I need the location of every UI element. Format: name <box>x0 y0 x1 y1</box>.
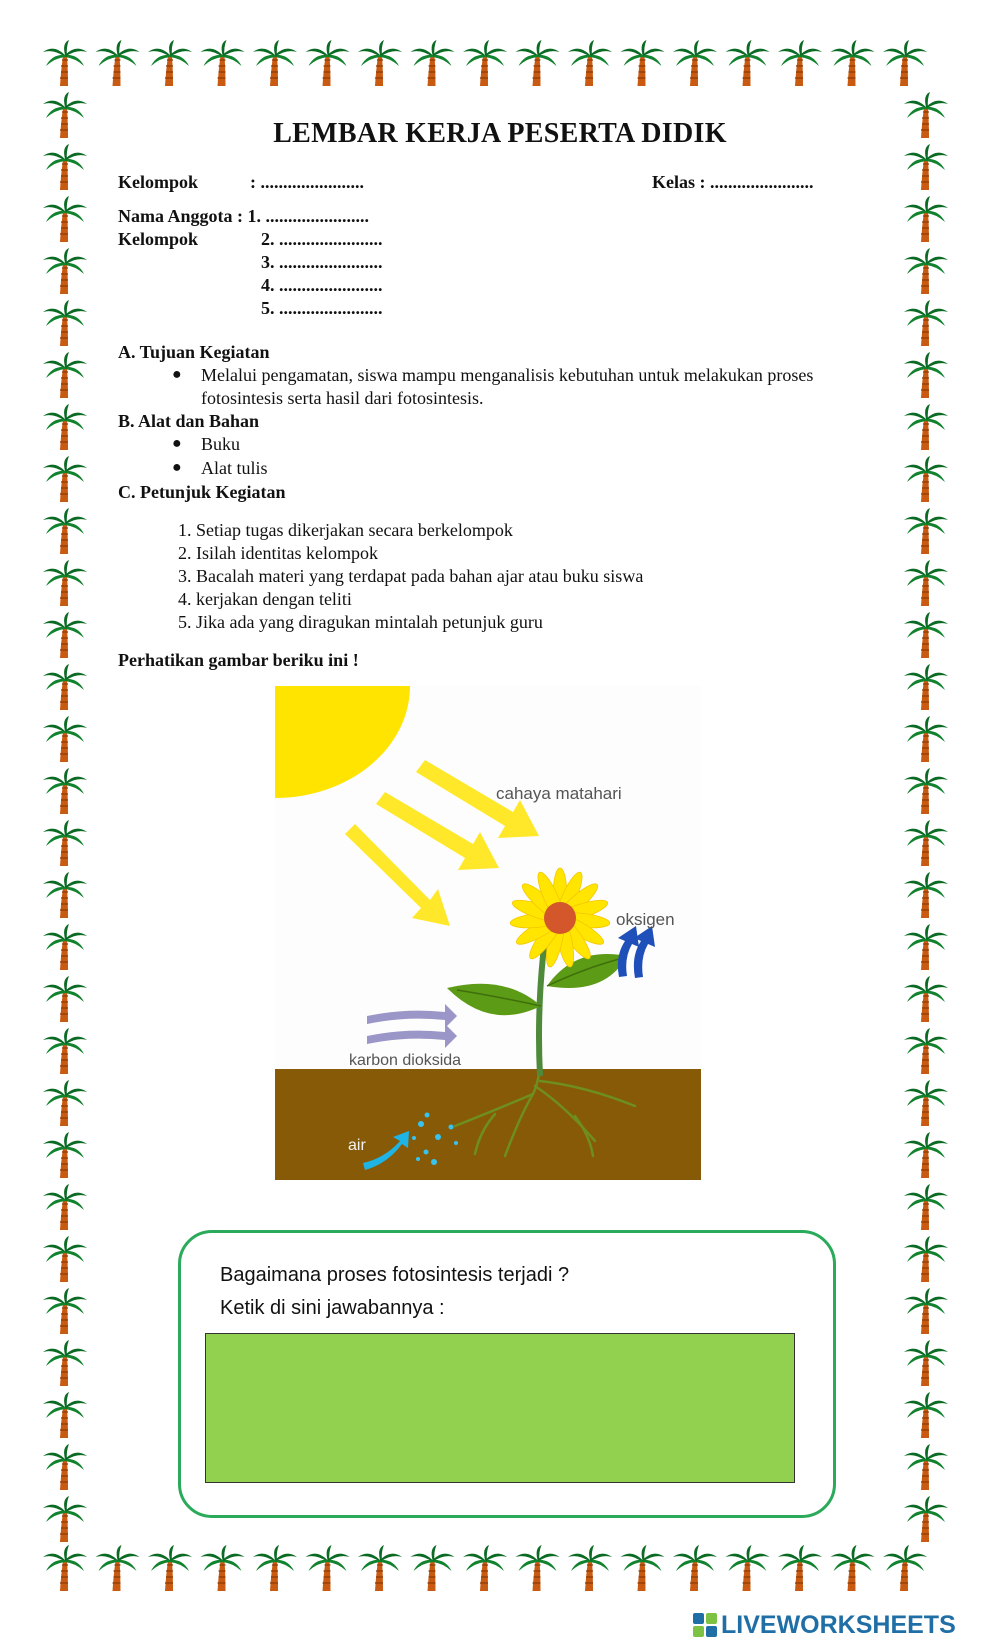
palm-tree-icon <box>904 248 948 294</box>
bullet-icon: ● <box>172 435 182 452</box>
palm-tree-icon <box>43 1392 87 1438</box>
palm-tree-icon <box>96 1545 140 1591</box>
section-a-title: A. Tujuan Kegiatan <box>118 342 270 362</box>
tool-item: Alat tulis <box>201 458 268 478</box>
palm-tree-icon <box>621 40 665 86</box>
palm-tree-icon <box>43 1545 87 1591</box>
palm-tree-icon <box>778 40 822 86</box>
palm-tree-icon <box>463 1545 507 1591</box>
palm-tree-icon <box>904 144 948 190</box>
group-value: : ....................... <box>250 172 364 192</box>
palm-tree-icon <box>904 1288 948 1334</box>
instruction-item: 1. Setiap tugas dikerjakan secara berkelompok <box>178 520 513 540</box>
palm-tree-icon <box>358 40 402 86</box>
palm-tree-icon <box>43 196 87 242</box>
palm-tree-icon <box>43 1496 87 1542</box>
palm-tree-icon <box>43 1132 87 1178</box>
palm-tree-icon <box>43 248 87 294</box>
palm-tree-icon <box>43 768 87 814</box>
member-line: 2. ....................... <box>261 229 383 249</box>
oxygen-label: oksigen <box>616 910 675 929</box>
member-line: 3. ....................... <box>261 252 383 272</box>
palm-tree-icon <box>904 1028 948 1074</box>
worksheet-title: LEMBAR KERJA PESERTA DIDIK <box>273 118 727 149</box>
tool-item: Buku <box>201 434 241 454</box>
palm-tree-icon <box>904 300 948 346</box>
palm-tree-icon <box>904 924 948 970</box>
logo-icon <box>693 1613 717 1637</box>
co2-label: karbon dioksida <box>349 1052 462 1069</box>
palm-tree-icon <box>201 40 245 86</box>
instruction-item: 3. Bacalah materi yang terdapat pada bahan ajar atau buku siswa <box>178 566 644 586</box>
palm-tree-icon <box>904 1080 948 1126</box>
palm-tree-icon <box>904 820 948 866</box>
palm-tree-icon <box>904 404 948 450</box>
palm-tree-icon <box>43 872 87 918</box>
palm-tree-icon <box>904 1132 948 1178</box>
palm-tree-icon <box>43 1184 87 1230</box>
palm-tree-icon <box>43 352 87 398</box>
palm-tree-icon <box>358 1545 402 1591</box>
water-label: air <box>348 1137 366 1154</box>
palm-tree-icon <box>778 1545 822 1591</box>
palm-tree-icon <box>621 1545 665 1591</box>
palm-tree-icon <box>831 40 875 86</box>
palm-tree-icon <box>883 1545 927 1591</box>
palm-tree-icon <box>306 1545 350 1591</box>
palm-tree-icon <box>43 716 87 762</box>
picture-prompt: Perhatikan gambar beriku ini ! <box>118 650 359 670</box>
palm-tree-icon <box>904 768 948 814</box>
palm-tree-icon <box>463 40 507 86</box>
group-label: Kelompok <box>118 172 199 192</box>
palm-tree-icon <box>673 1545 717 1591</box>
member-line: 5. ....................... <box>261 298 383 318</box>
class-field: Kelas : ....................... <box>652 172 814 192</box>
palm-tree-icon <box>904 664 948 710</box>
palm-tree-icon <box>831 1545 875 1591</box>
palm-tree-icon <box>568 40 612 86</box>
palm-tree-icon <box>253 1545 297 1591</box>
palm-tree-icon <box>148 40 192 86</box>
palm-tree-icon <box>904 1184 948 1230</box>
palm-tree-icon <box>43 404 87 450</box>
palm-tree-icon <box>904 1444 948 1490</box>
palm-tree-icon <box>43 1288 87 1334</box>
instruction-item: 5. Jika ada yang diragukan mintalah petunjuk guru <box>178 612 543 632</box>
palm-tree-icon <box>904 976 948 1022</box>
palm-tree-icon <box>904 456 948 502</box>
palm-tree-icon <box>904 196 948 242</box>
palm-tree-icon <box>43 508 87 554</box>
palm-tree-icon <box>148 1545 192 1591</box>
palm-tree-icon <box>43 664 87 710</box>
members-label: Nama Anggota : 1. ....................... <box>118 206 369 226</box>
palm-tree-icon <box>904 1236 948 1282</box>
liveworksheets-logo <box>693 1610 956 1640</box>
objective-line: Melalui pengamatan, siswa mampu menganalisis kebutuhan untuk melakukan proses <box>201 365 814 385</box>
palm-tree-icon <box>43 560 87 606</box>
bullet-icon: ● <box>172 459 182 476</box>
palm-tree-icon <box>516 40 560 86</box>
palm-tree-icon <box>43 924 87 970</box>
palm-tree-icon <box>306 40 350 86</box>
palm-tree-icon <box>904 1340 948 1386</box>
palm-tree-icon <box>673 40 717 86</box>
section-b-title: B. Alat dan Bahan <box>118 411 260 431</box>
photosynthesis-illustration <box>275 686 701 1180</box>
answer-input[interactable] <box>205 1333 795 1483</box>
palm-tree-icon <box>43 1028 87 1074</box>
instruction-item: 2. Isilah identitas kelompok <box>178 543 378 563</box>
instruction-item: 4. kerjakan dengan teliti <box>178 589 352 609</box>
palm-tree-icon <box>43 40 87 86</box>
palm-tree-icon <box>43 612 87 658</box>
palm-tree-icon <box>43 300 87 346</box>
answer-instruction: Ketik di sini jawabannya : <box>220 1297 445 1319</box>
palm-tree-icon <box>43 1080 87 1126</box>
member-line: 4. ....................... <box>261 275 383 295</box>
section-c-title: C. Petunjuk Kegiatan <box>118 482 286 502</box>
palm-tree-icon <box>904 508 948 554</box>
palm-tree-icon <box>96 40 140 86</box>
sunlight-label: cahaya matahari <box>496 784 622 803</box>
palm-tree-icon <box>904 560 948 606</box>
palm-tree-icon <box>43 1444 87 1490</box>
palm-tree-icon <box>904 352 948 398</box>
palm-tree-icon <box>904 612 948 658</box>
palm-tree-icon <box>411 1545 455 1591</box>
brand-text: LIVEWORKSHEETS <box>721 1610 956 1639</box>
palm-tree-icon <box>516 1545 560 1591</box>
palm-tree-icon <box>726 1545 770 1591</box>
palm-tree-icon <box>43 456 87 502</box>
palm-tree-icon <box>43 1236 87 1282</box>
objective-line: fotosintesis serta hasil dari fotosintesis. <box>201 388 484 408</box>
palm-tree-icon <box>883 40 927 86</box>
palm-tree-icon <box>43 144 87 190</box>
palm-tree-icon <box>904 1392 948 1438</box>
palm-tree-icon <box>904 872 948 918</box>
palm-tree-icon <box>411 40 455 86</box>
members-label-cont: Kelompok <box>118 229 199 249</box>
palm-tree-icon <box>201 1545 245 1591</box>
palm-tree-icon <box>904 1496 948 1542</box>
question-text: Bagaimana proses fotosintesis terjadi ? <box>220 1264 570 1286</box>
palm-tree-icon <box>726 40 770 86</box>
palm-tree-icon <box>904 716 948 762</box>
bullet-icon: ● <box>172 366 182 383</box>
palm-tree-icon <box>568 1545 612 1591</box>
palm-tree-icon <box>43 820 87 866</box>
palm-tree-icon <box>43 1340 87 1386</box>
palm-tree-icon <box>43 976 87 1022</box>
palm-tree-icon <box>253 40 297 86</box>
